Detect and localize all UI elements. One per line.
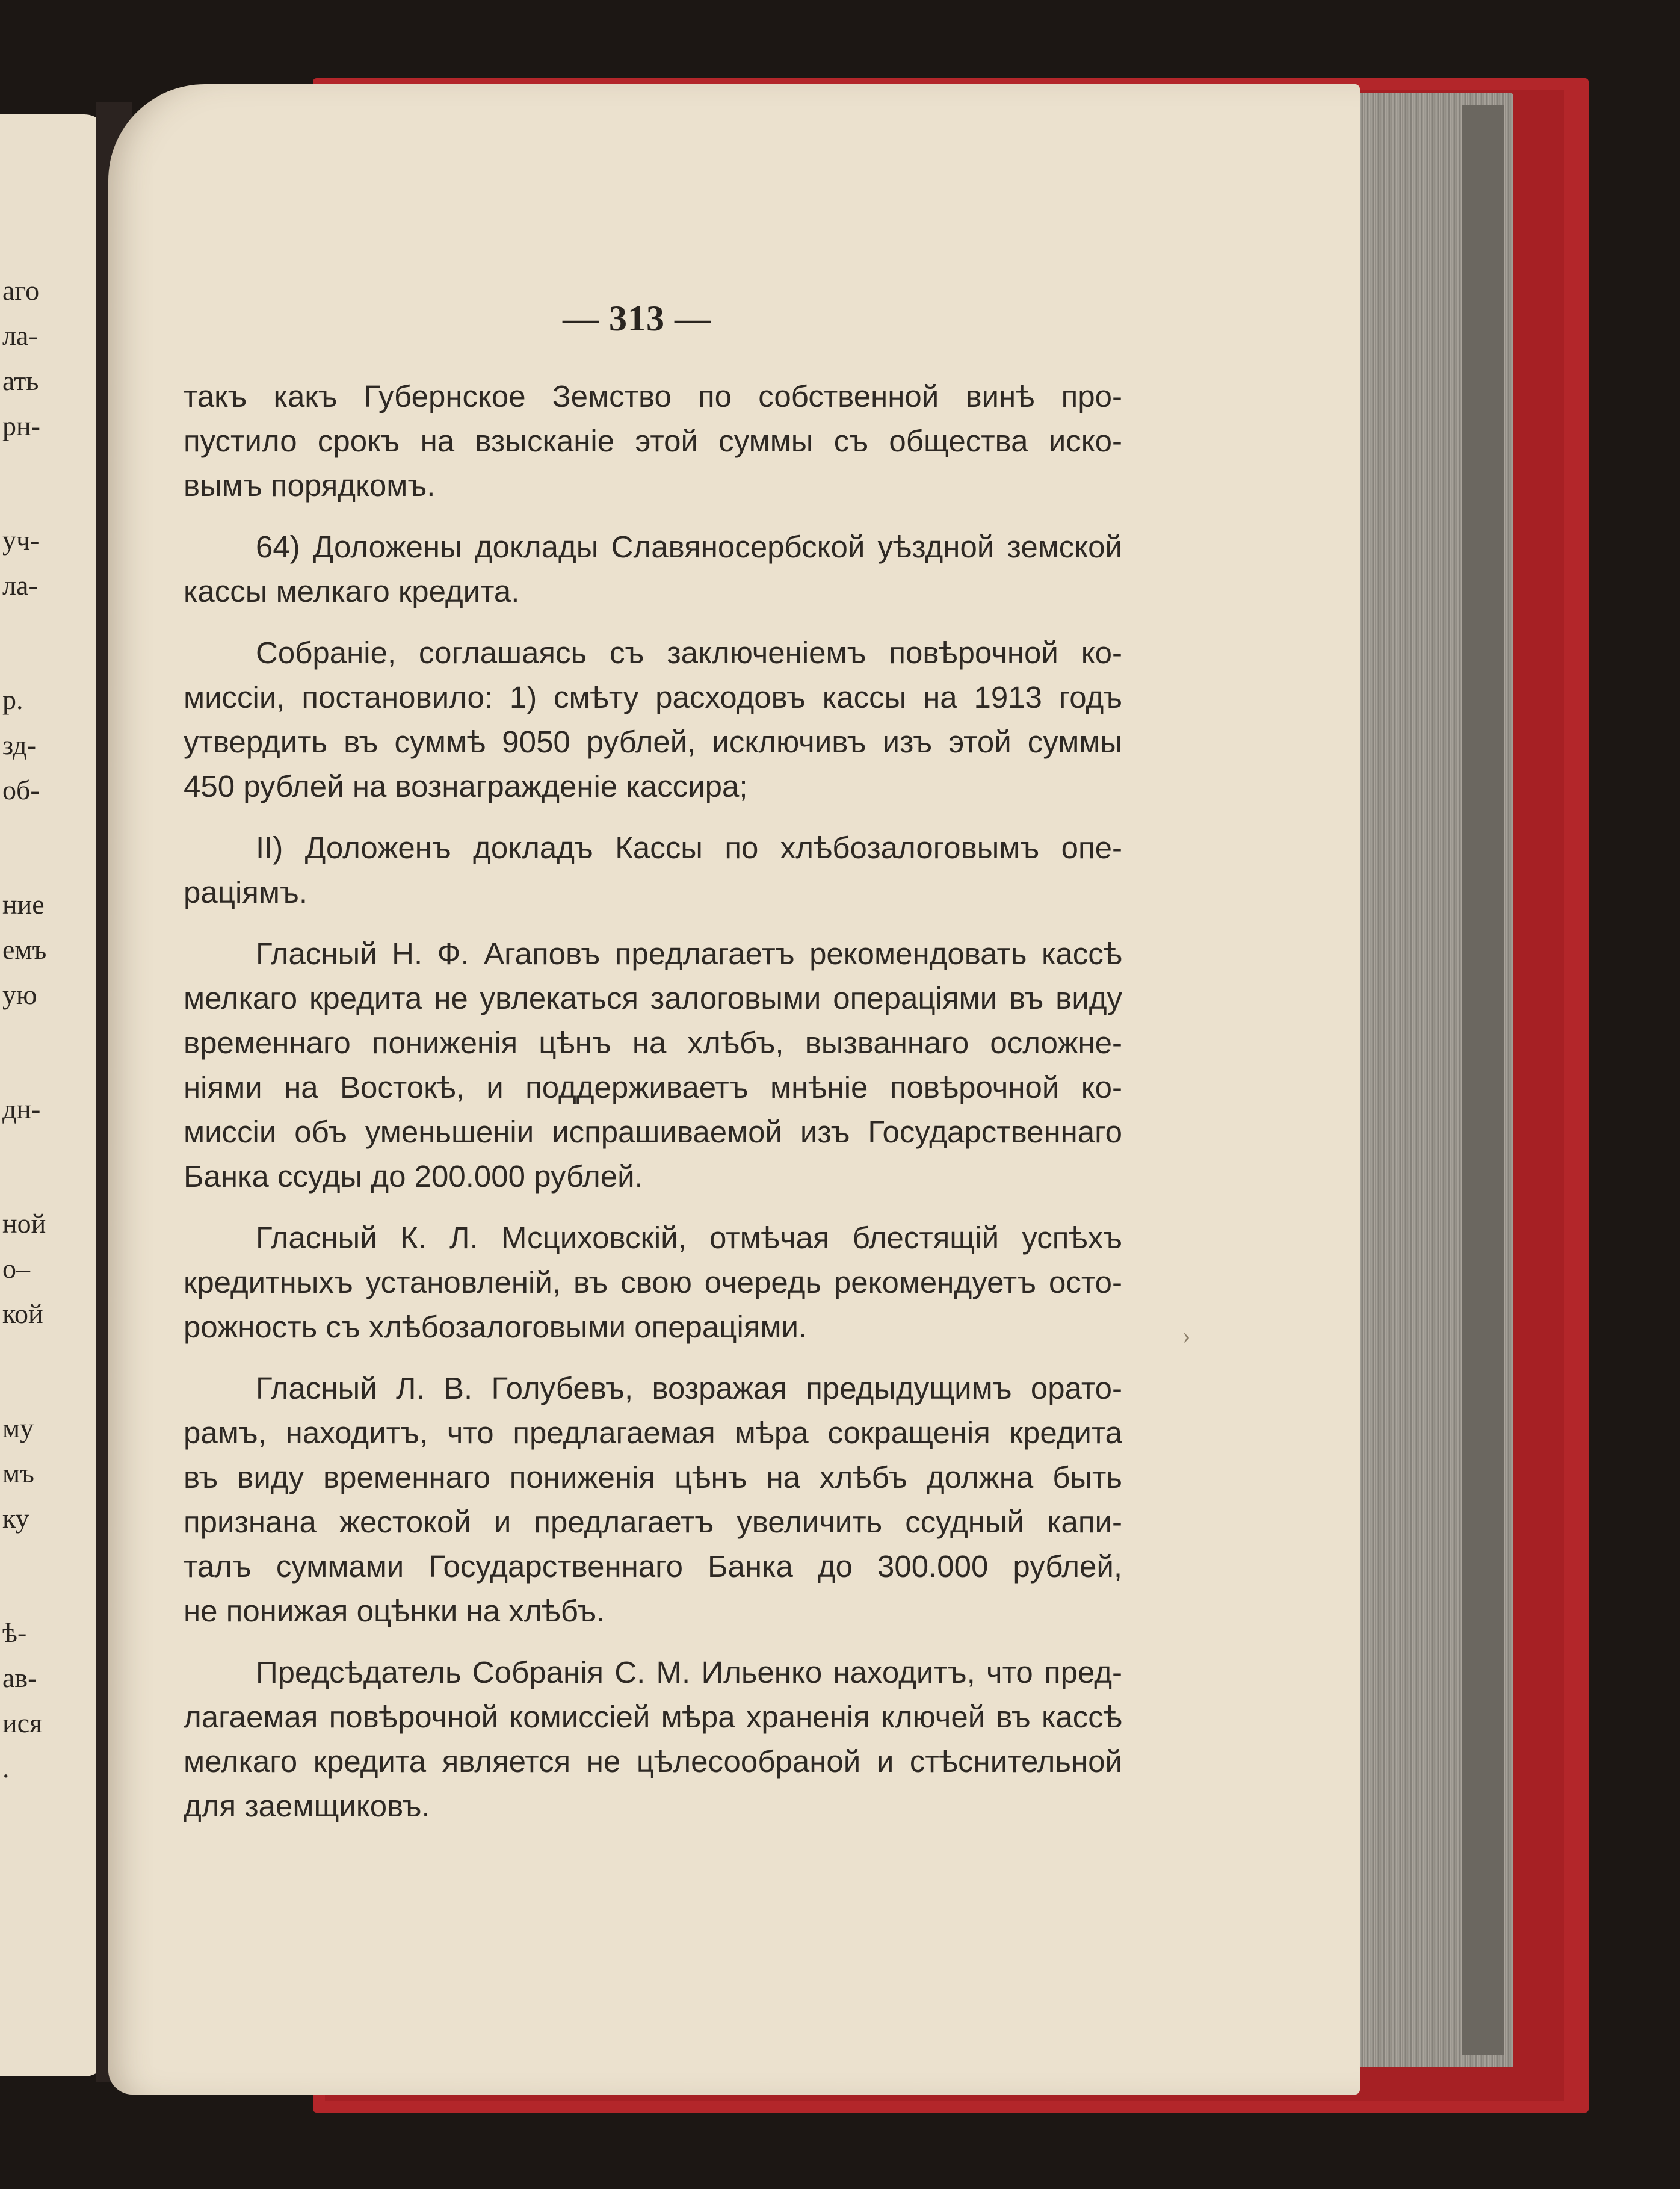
left-page-fragment: ние: [2, 889, 45, 920]
page-edges-shade: [1462, 105, 1504, 2055]
text-line: ніями на Востокѣ, и поддерживаетъ мнѣніе повѣрочной ко-: [184, 1070, 1122, 1104]
left-page-fragment: .: [2, 1753, 10, 1783]
text-line: мелкаго кредита не увлекаться залоговыми операціями въ виду: [184, 981, 1122, 1015]
text-line: Гласный Л. В. Голубевъ, возражая предыдущимъ орато-: [256, 1371, 1122, 1405]
left-page-fragment: ла-: [2, 320, 38, 351]
left-page-fragment: аго: [2, 275, 40, 306]
text-line: лагаемая повѣрочной комиссіей мѣра храненія ключей въ кассѣ: [184, 1700, 1122, 1734]
page-text: [184, 374, 1122, 1828]
left-page-fragment: кой: [2, 1298, 43, 1329]
left-page-fragment: р.: [2, 684, 23, 715]
left-page-fragment: ав-: [2, 1662, 37, 1693]
paragraph: [184, 525, 1122, 614]
text-line: Гласный К. Л. Мсциховскій, отмѣчая блестящій успѣхъ: [256, 1221, 1122, 1255]
left-page-fragment: емъ: [2, 934, 47, 965]
paragraph: [184, 1366, 1122, 1633]
paragraph: [184, 826, 1122, 915]
text-line: 64) Доложены доклады Славяносербской уѣздной земской: [256, 530, 1122, 564]
left-page-fragment: ѣ-: [2, 1617, 27, 1648]
paragraph: [184, 374, 1122, 508]
text-line: миссіи, постановило: 1) смѣту расходовъ кассы на 1913 годъ: [184, 680, 1122, 714]
paragraph: [184, 1650, 1122, 1828]
left-page-fragment: ую: [2, 979, 37, 1010]
left-facing-page: [0, 114, 108, 2076]
text-line: II) Доложенъ докладъ Кассы по хлѣбозалоговымъ опе-: [256, 831, 1122, 865]
left-page-fragment: дн-: [2, 1094, 41, 1124]
text-line: пустило срокъ на взысканіе этой суммы съ общества иско-: [184, 424, 1122, 458]
left-page-fragment: ать: [2, 365, 39, 396]
text-line: въ виду временнаго пониженія цѣнъ на хлѣбъ должна быть: [184, 1460, 1122, 1494]
text-line: признана жестокой и предлагаетъ увеличить ссудный капи-: [184, 1505, 1122, 1539]
left-page-fragment: уч-: [2, 525, 40, 556]
text-line: Гласный Н. Ф. Агаповъ предлагаетъ рекомендовать кассѣ: [256, 937, 1122, 971]
text-line: не понижая оцѣнки на хлѣбъ.: [184, 1594, 605, 1628]
text-line: кассы мелкаго кредита.: [184, 574, 520, 608]
text-line: мелкаго кредита является не цѣлесообраной и стѣснительной: [184, 1744, 1122, 1779]
left-page-fragment: ла-: [2, 570, 38, 601]
paragraph: [184, 1216, 1122, 1349]
text-line: вымъ порядкомъ.: [184, 468, 436, 503]
left-page-fragment: рн-: [2, 410, 40, 441]
text-line: кредитныхъ установленій, въ свою очередь рекомендуетъ осто-: [184, 1265, 1122, 1299]
text-line: рамъ, находитъ, что предлагаемая мѣра сокращенія кредита: [184, 1416, 1122, 1450]
paragraph: [184, 631, 1122, 809]
text-line: для заемщиковъ.: [184, 1789, 430, 1823]
page-number: — 313 —: [563, 299, 711, 338]
margin-mark: ›: [1182, 1322, 1191, 1349]
left-page-fragment: ися: [2, 1708, 43, 1738]
text-line: утвердить въ суммѣ 9050 рублей, исключивъ изъ этой суммы: [184, 725, 1122, 759]
text-line: такъ какъ Губернское Земство по собственной винѣ про-: [184, 379, 1122, 413]
left-page-fragment: о–: [2, 1253, 30, 1284]
left-page-fragment: ной: [2, 1208, 46, 1239]
text-line: миссіи объ уменьшеніи испрашиваемой изъ Государственнаго: [184, 1115, 1122, 1149]
text-line: Собраніе, соглашаясь съ заключеніемъ повѣрочной ко-: [256, 636, 1122, 670]
left-page-fragment: ку: [2, 1503, 29, 1534]
left-page-fragment: зд-: [2, 729, 37, 760]
paragraph: [184, 932, 1122, 1199]
text-line: Банка ссуды до 200.000 рублей.: [184, 1159, 643, 1194]
left-page-fragment: му: [2, 1413, 34, 1443]
text-line: 450 рублей на вознагражденіе кассира;: [184, 769, 748, 803]
text-line: раціямъ.: [184, 875, 307, 909]
left-page-fragment: об-: [2, 775, 40, 805]
text-line: Предсѣдатель Собранія С. М. Ильенко находитъ, что пред-: [256, 1655, 1122, 1689]
text-line: талъ суммами Государственнаго Банка до 300.000 рублей,: [184, 1549, 1122, 1584]
text-line: временнаго пониженія цѣнъ на хлѣбъ, вызваннаго осложне-: [184, 1026, 1122, 1060]
text-line: рожность съ хлѣбозалоговыми операціями.: [184, 1310, 808, 1344]
left-page-fragment: мъ: [2, 1458, 34, 1488]
